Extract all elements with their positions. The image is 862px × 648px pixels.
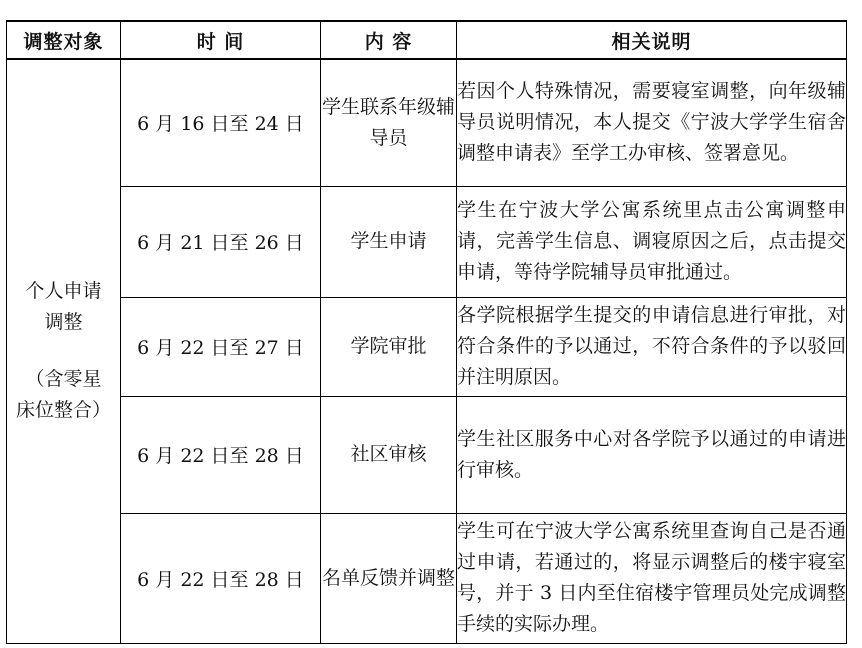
desc-cell: 各学院根据学生提交的申请信息进行审批，对符合条件的予以通过，不符合条件的予以驳回并注明原因。 — [457, 297, 847, 396]
content-cell: 名单反馈并调整 — [321, 513, 457, 643]
desc-cell: 学生社区服务中心对各学院予以通过的申请进行审核。 — [457, 396, 847, 513]
header-time: 时 间 — [121, 21, 321, 59]
header-target: 调整对象 — [7, 21, 121, 59]
dorm-adjustment-schedule-table — [6, 20, 847, 644]
content-cell: 社区审核 — [321, 396, 457, 513]
header-content: 内 容 — [321, 21, 457, 59]
target-line: 床位整合） — [15, 399, 111, 422]
target-line: （含零星 — [25, 368, 102, 391]
desc-cell: 学生在宁波大学公寓系统里点击公寓调整申请，完善学生信息、调寝原因之后，点击提交申请，等待学院辅导员审批通过。 — [457, 186, 847, 297]
target-line: 个人申请 — [25, 280, 102, 303]
table-row — [7, 59, 847, 186]
header-desc: 相关说明 — [457, 21, 847, 59]
table-row — [7, 396, 847, 513]
content-cell: 学生联系年级辅导员 — [321, 59, 457, 186]
time-cell: 6 月 21 日至 26 日 — [121, 186, 321, 297]
table-header-row — [7, 21, 847, 59]
content-cell: 学生申请 — [321, 186, 457, 297]
time-cell: 6 月 16 日至 24 日 — [121, 59, 321, 186]
table-row — [7, 297, 847, 396]
desc-cell: 若因个人特殊情况，需要寝室调整，向年级辅导员说明情况，本人提交《宁波大学学生宿舍调整申请表》至学工办审核、签署意见。 — [457, 59, 847, 186]
time-cell: 6 月 22 日至 28 日 — [121, 513, 321, 643]
table-row — [7, 186, 847, 297]
time-cell: 6 月 22 日至 27 日 — [121, 297, 321, 396]
content-cell: 学院审批 — [321, 297, 457, 396]
time-cell: 6 月 22 日至 28 日 — [121, 396, 321, 513]
adjustment-target-cell — [7, 59, 121, 643]
target-line: 调整 — [44, 311, 83, 334]
desc-cell: 学生可在宁波大学公寓系统里查询自己是否通过申请，若通过的，将显示调整后的楼宇寝室号，并于 3 日内至住宿楼宇管理员处完成调整手续的实际办理。 — [457, 513, 847, 643]
table-row — [7, 513, 847, 643]
